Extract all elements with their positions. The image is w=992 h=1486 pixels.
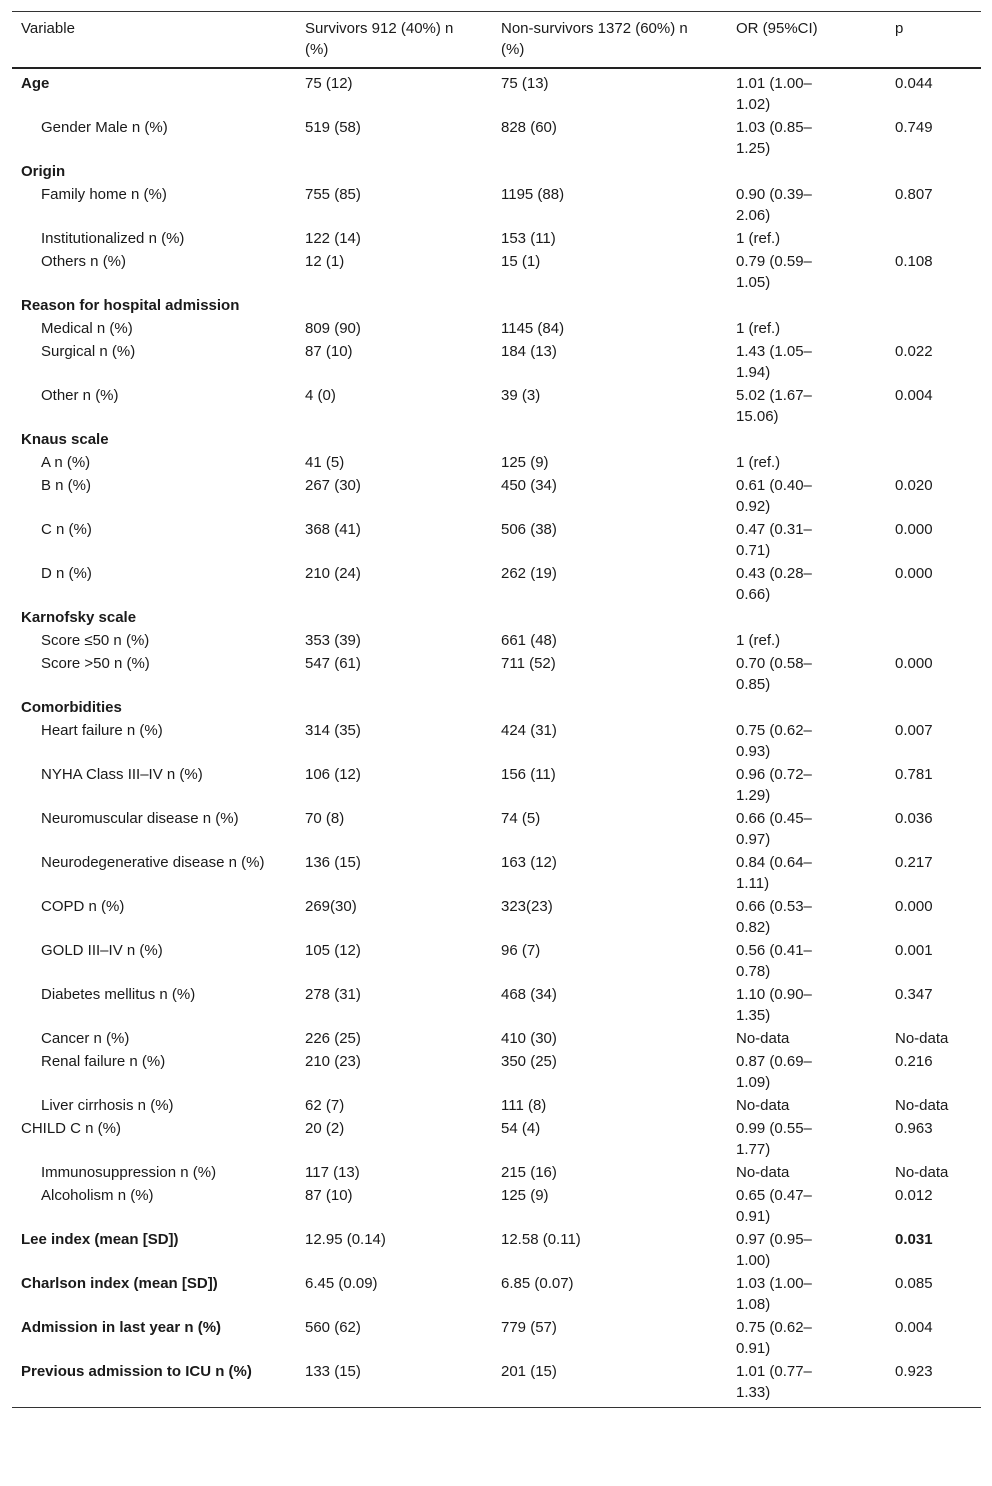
cell-variable: Surgical n (%) bbox=[41, 343, 136, 360]
table-row bbox=[12, 450, 981, 473]
cell-survivors: 560 (62) bbox=[305, 1319, 361, 1336]
cell-p: 0.963 bbox=[895, 1120, 933, 1137]
cell-variable: Diabetes mellitus n (%) bbox=[41, 986, 196, 1003]
cell-or: 0.79 (0.59–1.05) bbox=[736, 253, 812, 291]
cell-p bbox=[886, 293, 981, 316]
cell-p: 0.000 bbox=[895, 521, 933, 538]
cell-non-survivors: 468 (34) bbox=[501, 986, 557, 1003]
cell-or: 1.03 (0.85–1.25) bbox=[736, 119, 812, 157]
table-container bbox=[12, 11, 981, 1408]
cell-or: No-data bbox=[736, 1030, 790, 1047]
cell-or: 0.66 (0.45–0.97) bbox=[736, 810, 812, 848]
cell-survivors: 210 (24) bbox=[305, 565, 361, 582]
table-row bbox=[12, 605, 981, 628]
cell-p: 0.807 bbox=[895, 186, 933, 203]
cell-variable: Previous admission to ICU n (%) bbox=[12, 1359, 296, 1408]
cell-p bbox=[886, 628, 981, 651]
table-row bbox=[12, 339, 981, 383]
cell-survivors bbox=[296, 605, 492, 628]
cell-p bbox=[886, 427, 981, 450]
cell-p: 0.001 bbox=[895, 942, 933, 959]
table-row bbox=[12, 1160, 981, 1183]
cell-variable: Neuromuscular disease n (%) bbox=[41, 810, 239, 827]
cell-non-survivors bbox=[492, 427, 727, 450]
table-row bbox=[12, 1183, 981, 1227]
cell-p: 0.000 bbox=[895, 898, 933, 915]
cell-non-survivors: 125 (9) bbox=[501, 454, 549, 471]
cell-survivors bbox=[296, 427, 492, 450]
cell-survivors bbox=[296, 695, 492, 718]
table-row bbox=[12, 561, 981, 605]
cell-non-survivors: 779 (57) bbox=[501, 1319, 557, 1336]
cell-non-survivors: 711 (52) bbox=[501, 655, 556, 672]
table-row bbox=[12, 628, 981, 651]
cell-or bbox=[727, 293, 886, 316]
cell-non-survivors: 410 (30) bbox=[501, 1030, 557, 1047]
cell-variable: Renal failure n (%) bbox=[41, 1053, 166, 1070]
cell-survivors: 122 (14) bbox=[305, 230, 361, 247]
cell-survivors: 278 (31) bbox=[305, 986, 361, 1003]
cell-survivors bbox=[296, 293, 492, 316]
table-row bbox=[12, 473, 981, 517]
cell-survivors: 314 (35) bbox=[305, 722, 361, 739]
cell-non-survivors: 424 (31) bbox=[501, 722, 557, 739]
cell-non-survivors: 450 (34) bbox=[501, 477, 557, 494]
cell-or: 0.47 (0.31–0.71) bbox=[736, 521, 812, 559]
cell-non-survivors: 15 (1) bbox=[501, 253, 541, 270]
table-row bbox=[12, 1315, 981, 1359]
cell-survivors: 41 (5) bbox=[305, 454, 345, 471]
cell-or: 0.56 (0.41–0.78) bbox=[736, 942, 812, 980]
cell-survivors: 133 (15) bbox=[296, 1359, 492, 1408]
table-row bbox=[12, 762, 981, 806]
cell-or: 0.84 (0.64–1.11) bbox=[736, 854, 812, 892]
cell-p bbox=[886, 316, 981, 339]
cell-variable: Karnofsky scale bbox=[21, 609, 137, 626]
cell-p: No-data bbox=[895, 1097, 949, 1114]
table-row bbox=[12, 718, 981, 762]
cell-or: No-data bbox=[736, 1164, 790, 1181]
cell-p bbox=[886, 226, 981, 249]
cell-p: 0.216 bbox=[895, 1053, 933, 1070]
cell-survivors: 210 (23) bbox=[305, 1053, 361, 1070]
table-row bbox=[12, 1271, 981, 1315]
cell-or: 0.87 (0.69–1.09) bbox=[736, 1053, 812, 1091]
cell-or: 0.99 (0.55–1.77) bbox=[736, 1120, 812, 1158]
cell-non-survivors: 506 (38) bbox=[501, 521, 557, 538]
table-row bbox=[12, 894, 981, 938]
table-row bbox=[12, 1049, 981, 1093]
cell-or: 0.97 (0.95–1.00) bbox=[736, 1231, 812, 1269]
cell-variable: Lee index (mean [SD]) bbox=[21, 1231, 179, 1248]
cell-survivors: 87 (10) bbox=[305, 1187, 353, 1204]
cell-variable: Alcoholism n (%) bbox=[41, 1187, 154, 1204]
cell-or bbox=[727, 605, 886, 628]
table-row bbox=[12, 427, 981, 450]
table-row bbox=[12, 651, 981, 695]
cell-variable: Neurodegenerative disease n (%) bbox=[41, 854, 265, 871]
cell-p bbox=[886, 450, 981, 473]
cell-variable: C n (%) bbox=[41, 521, 92, 538]
cell-survivors: 62 (7) bbox=[305, 1097, 345, 1114]
cell-variable: NYHA Class III–IV n (%) bbox=[41, 766, 203, 783]
header-row bbox=[12, 12, 981, 69]
cell-non-survivors: 12.58 (0.11) bbox=[501, 1231, 581, 1248]
cell-survivors: 87 (10) bbox=[305, 343, 353, 360]
cell-or: 0.66 (0.53–0.82) bbox=[736, 898, 812, 936]
cell-survivors: 105 (12) bbox=[305, 942, 361, 959]
cell-or: 1 (ref.) bbox=[736, 632, 781, 649]
cell-non-survivors: 75 (13) bbox=[501, 75, 549, 92]
cell-p: 0.007 bbox=[895, 722, 933, 739]
table-row bbox=[12, 182, 981, 226]
table-row bbox=[12, 938, 981, 982]
cell-or: 0.43 (0.28–0.66) bbox=[736, 565, 812, 603]
cell-survivors: 368 (41) bbox=[305, 521, 361, 538]
cell-p: 0.000 bbox=[895, 655, 933, 672]
cell-variable: CHILD C n (%) bbox=[21, 1120, 122, 1137]
cell-non-survivors bbox=[492, 695, 727, 718]
cell-or bbox=[727, 159, 886, 182]
results-table bbox=[12, 11, 981, 1408]
header-non-survivors: Non-survivors 1372 (60%) n (%) bbox=[492, 12, 727, 69]
cell-p: 0.347 bbox=[895, 986, 933, 1003]
cell-or: 1.43 (1.05–1.94) bbox=[736, 343, 812, 381]
cell-variable: Gender Male n (%) bbox=[41, 119, 168, 136]
cell-non-survivors: 54 (4) bbox=[501, 1120, 541, 1137]
cell-or: 0.75 (0.62–0.91) bbox=[736, 1319, 812, 1357]
cell-non-survivors: 1145 (84) bbox=[501, 320, 565, 337]
cell-or: 0.96 (0.72–1.29) bbox=[736, 766, 812, 804]
cell-p: 0.036 bbox=[895, 810, 933, 827]
cell-variable: Institutionalized n (%) bbox=[41, 230, 185, 247]
cell-variable: Admission in last year n (%) bbox=[21, 1319, 222, 1336]
cell-p: 0.781 bbox=[895, 766, 933, 783]
cell-or: 1.10 (0.90–1.35) bbox=[736, 986, 812, 1024]
cell-or: 1.03 (1.00–1.08) bbox=[736, 1275, 812, 1313]
cell-non-survivors: 111 (8) bbox=[501, 1097, 547, 1114]
cell-variable: Charlson index (mean [SD]) bbox=[21, 1275, 218, 1292]
cell-non-survivors: 661 (48) bbox=[501, 632, 557, 649]
cell-p: 0.020 bbox=[895, 477, 933, 494]
table-row bbox=[12, 159, 981, 182]
cell-non-survivors: 828 (60) bbox=[501, 119, 557, 136]
cell-p: 0.000 bbox=[895, 565, 933, 582]
cell-p bbox=[886, 159, 981, 182]
table-row bbox=[12, 316, 981, 339]
cell-variable: B n (%) bbox=[41, 477, 92, 494]
table-row bbox=[12, 806, 981, 850]
cell-non-survivors: 323(23) bbox=[501, 898, 553, 915]
cell-p: No-data bbox=[895, 1164, 949, 1181]
cell-variable: D n (%) bbox=[41, 565, 92, 582]
cell-survivors: 106 (12) bbox=[305, 766, 361, 783]
table-row bbox=[12, 226, 981, 249]
cell-or: 1.01 (1.00–1.02) bbox=[736, 75, 812, 113]
cell-p: 0.085 bbox=[895, 1275, 933, 1292]
cell-p: 0.044 bbox=[895, 75, 933, 92]
table-row bbox=[12, 1116, 981, 1160]
header-survivors: Survivors 912 (40%) n (%) bbox=[296, 12, 492, 69]
cell-survivors: 353 (39) bbox=[305, 632, 361, 649]
cell-non-survivors: 262 (19) bbox=[501, 565, 557, 582]
cell-or: 0.75 (0.62–0.93) bbox=[736, 722, 812, 760]
cell-variable: Reason for hospital admission bbox=[21, 297, 240, 314]
cell-survivors: 226 (25) bbox=[305, 1030, 361, 1047]
cell-non-survivors: 96 (7) bbox=[501, 942, 541, 959]
table-body bbox=[12, 68, 981, 1408]
cell-p: 0.022 bbox=[895, 343, 933, 360]
cell-variable: COPD n (%) bbox=[41, 898, 125, 915]
cell-variable: Heart failure n (%) bbox=[41, 722, 163, 739]
cell-survivors bbox=[296, 159, 492, 182]
cell-variable: Medical n (%) bbox=[41, 320, 133, 337]
cell-p: 0.217 bbox=[895, 854, 933, 871]
cell-survivors: 70 (8) bbox=[305, 810, 345, 827]
cell-variable: GOLD III–IV n (%) bbox=[41, 942, 163, 959]
cell-or: 0.65 (0.47–0.91) bbox=[736, 1187, 812, 1225]
cell-or: No-data bbox=[736, 1097, 790, 1114]
cell-non-survivors: 215 (16) bbox=[501, 1164, 557, 1181]
cell-p: 0.108 bbox=[895, 253, 933, 270]
cell-p: 0.012 bbox=[895, 1187, 933, 1204]
header-or: OR (95%CI) bbox=[727, 12, 886, 69]
cell-survivors: 547 (61) bbox=[305, 655, 361, 672]
table-row bbox=[12, 1026, 981, 1049]
cell-variable: Others n (%) bbox=[41, 253, 127, 270]
cell-p bbox=[886, 605, 981, 628]
cell-variable: Age bbox=[21, 75, 50, 92]
cell-or: 1.01 (0.77–1.33) bbox=[727, 1359, 886, 1408]
cell-non-survivors: 74 (5) bbox=[501, 810, 541, 827]
cell-non-survivors: 39 (3) bbox=[501, 387, 541, 404]
cell-survivors: 755 (85) bbox=[305, 186, 361, 203]
cell-variable: Immunosuppression n (%) bbox=[41, 1164, 217, 1181]
cell-survivors: 269(30) bbox=[305, 898, 357, 915]
cell-non-survivors: 350 (25) bbox=[501, 1053, 557, 1070]
cell-p: 0.031 bbox=[895, 1231, 933, 1248]
cell-survivors: 75 (12) bbox=[305, 75, 353, 92]
cell-non-survivors: 201 (15) bbox=[492, 1359, 727, 1408]
cell-non-survivors: 153 (11) bbox=[501, 230, 556, 247]
cell-variable: Family home n (%) bbox=[41, 186, 167, 203]
cell-survivors: 267 (30) bbox=[305, 477, 361, 494]
cell-non-survivors: 125 (9) bbox=[501, 1187, 549, 1204]
header-p: p bbox=[886, 12, 981, 69]
table-row bbox=[12, 517, 981, 561]
header-variable: Variable bbox=[12, 12, 296, 69]
cell-variable: A n (%) bbox=[41, 454, 91, 471]
cell-or: 1 (ref.) bbox=[736, 454, 781, 471]
cell-non-survivors: 156 (11) bbox=[501, 766, 556, 783]
cell-non-survivors bbox=[492, 293, 727, 316]
table-row bbox=[12, 115, 981, 159]
cell-p bbox=[886, 695, 981, 718]
table-row bbox=[12, 695, 981, 718]
cell-p: 0.004 bbox=[895, 1319, 933, 1336]
cell-non-survivors: 163 (12) bbox=[501, 854, 557, 871]
table-row bbox=[12, 1359, 981, 1408]
table-row bbox=[12, 68, 981, 115]
table-row bbox=[12, 383, 981, 427]
cell-survivors: 4 (0) bbox=[305, 387, 336, 404]
cell-survivors: 136 (15) bbox=[305, 854, 361, 871]
cell-survivors: 6.45 (0.09) bbox=[305, 1275, 378, 1292]
cell-non-survivors bbox=[492, 605, 727, 628]
cell-or: 1 (ref.) bbox=[736, 230, 781, 247]
cell-non-survivors: 1195 (88) bbox=[501, 186, 565, 203]
cell-or bbox=[727, 427, 886, 450]
cell-variable: Other n (%) bbox=[41, 387, 119, 404]
cell-variable: Liver cirrhosis n (%) bbox=[41, 1097, 174, 1114]
cell-variable: Score >50 n (%) bbox=[41, 655, 150, 672]
table-row bbox=[12, 293, 981, 316]
table-row bbox=[12, 1227, 981, 1271]
cell-or: 0.90 (0.39–2.06) bbox=[736, 186, 812, 224]
cell-variable: Score ≤50 n (%) bbox=[41, 632, 150, 649]
cell-survivors: 12.95 (0.14) bbox=[305, 1231, 386, 1248]
cell-variable: Cancer n (%) bbox=[41, 1030, 130, 1047]
cell-p: 0.004 bbox=[895, 387, 933, 404]
table-row bbox=[12, 249, 981, 293]
table-row bbox=[12, 850, 981, 894]
cell-survivors: 12 (1) bbox=[305, 253, 345, 270]
cell-or: 0.61 (0.40–0.92) bbox=[736, 477, 812, 515]
cell-non-survivors: 184 (13) bbox=[501, 343, 557, 360]
cell-survivors: 20 (2) bbox=[305, 1120, 345, 1137]
cell-variable: Origin bbox=[21, 163, 66, 180]
cell-p: 0.749 bbox=[895, 119, 933, 136]
cell-or: 1 (ref.) bbox=[736, 320, 781, 337]
table-row bbox=[12, 1093, 981, 1116]
cell-or: 0.70 (0.58–0.85) bbox=[736, 655, 812, 693]
cell-or: 5.02 (1.67–15.06) bbox=[736, 387, 812, 425]
cell-variable: Knaus scale bbox=[21, 431, 109, 448]
cell-survivors: 519 (58) bbox=[305, 119, 361, 136]
cell-survivors: 117 (13) bbox=[305, 1164, 360, 1181]
cell-variable: Comorbidities bbox=[21, 699, 122, 716]
cell-non-survivors: 6.85 (0.07) bbox=[501, 1275, 574, 1292]
cell-p: No-data bbox=[895, 1030, 949, 1047]
cell-non-survivors bbox=[492, 159, 727, 182]
cell-p: 0.923 bbox=[886, 1359, 981, 1408]
cell-or bbox=[727, 695, 886, 718]
cell-survivors: 809 (90) bbox=[305, 320, 361, 337]
table-row bbox=[12, 982, 981, 1026]
